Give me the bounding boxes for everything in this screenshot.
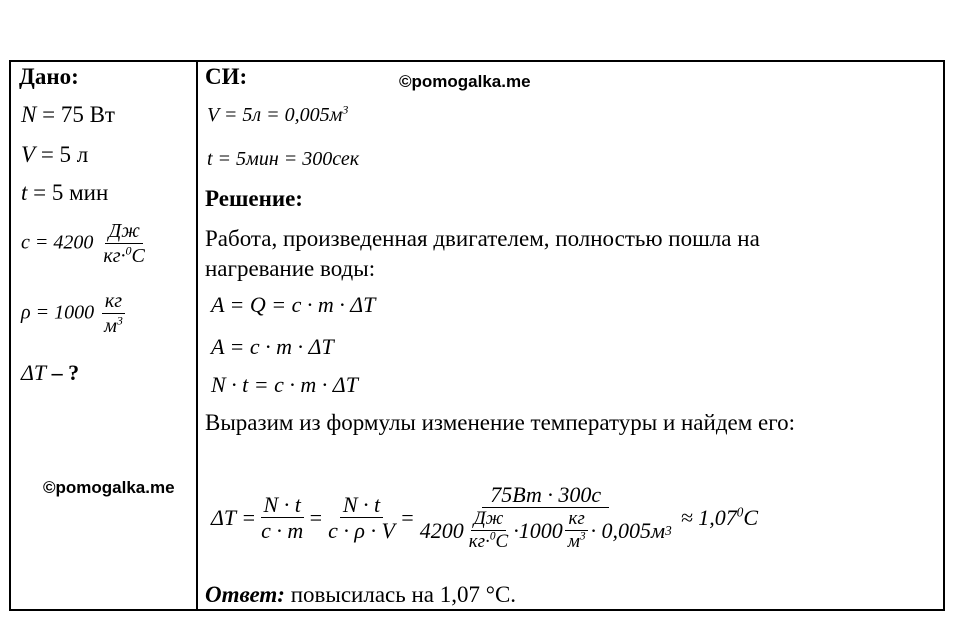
final-fraction-2 xyxy=(325,492,398,545)
fraction-3-den: 4200 $\frac{Дж}{кг\cdot^0C}$ ·1000 $\frac{кг}{м^3}$ · 0,005м 3 xyxy=(419,508,672,553)
equals-1: = xyxy=(308,504,324,530)
given-volume-value: = 5 л xyxy=(40,142,89,167)
den-fraction-b xyxy=(565,508,589,554)
den-sup: 3 xyxy=(579,530,586,543)
given-density xyxy=(21,290,128,338)
final-formula xyxy=(211,482,758,554)
den-part: кг· xyxy=(103,245,126,267)
final-result xyxy=(681,505,758,531)
solution-text-2: Выразим из формулы изменение температуры и найдем его: xyxy=(205,410,796,435)
answer-text: повысилась на 1,07 °С. xyxy=(284,582,517,607)
given-power xyxy=(21,102,115,128)
result-value: ≈ 1,07 xyxy=(680,504,737,530)
den-part: C xyxy=(131,245,145,267)
den-sup: 3 xyxy=(116,313,123,328)
solution-header: Решение: xyxy=(205,186,303,211)
given-volume-symbol: V xyxy=(21,142,36,167)
equation-2: A = c · m · ΔT xyxy=(211,334,334,359)
heat-capacity-lhs: c = 4200 xyxy=(21,231,94,254)
given-time-symbol: t xyxy=(21,180,28,205)
given-power-symbol: N xyxy=(21,102,37,127)
den-fraction-a xyxy=(466,508,511,554)
unknown-symbol: ΔT xyxy=(21,360,47,385)
given-header: Дано: xyxy=(19,64,79,89)
result-sup: 0 xyxy=(736,504,744,520)
result-unit: C xyxy=(743,504,759,530)
answer-line xyxy=(205,582,516,608)
solution-text-line2: нагревание воды: xyxy=(205,256,376,281)
den-sup: 0 xyxy=(125,243,132,258)
den-part: · 0,005м xyxy=(590,517,666,543)
fraction-1-num: N · t xyxy=(261,492,304,518)
answer-label: Ответ: xyxy=(205,582,285,607)
watermark-left: ©pomogalka.me xyxy=(43,478,175,497)
unknown-question: – ? xyxy=(51,360,80,385)
si-volume xyxy=(207,104,348,127)
solution-table xyxy=(9,60,945,611)
den-part: м xyxy=(104,315,117,337)
si-volume-sup: 3 xyxy=(342,102,349,117)
fraction-1-den: c · m xyxy=(261,517,304,543)
den-fraction-a-den xyxy=(466,531,511,554)
den-sup: 0 xyxy=(489,530,496,543)
den-part: C xyxy=(495,531,509,553)
den-fraction-b-num: кг xyxy=(565,508,587,531)
given-unknown xyxy=(21,360,79,386)
density-lhs: ρ = 1000 xyxy=(21,301,95,324)
density-unit xyxy=(101,290,126,338)
den-part: кг· xyxy=(468,531,490,553)
given-volume xyxy=(21,142,88,168)
fraction-3-num: 75Вт · 300с xyxy=(482,482,609,508)
equals-2: = xyxy=(399,504,415,530)
si-header: СИ: xyxy=(205,64,248,89)
given-power-value: = 75 Вт xyxy=(42,102,115,127)
si-volume-text: V = 5л = 0,005м xyxy=(207,104,343,126)
fraction-2-den: c · ρ · V xyxy=(328,517,395,543)
equation-3: N · t = c · m · ΔT xyxy=(211,372,358,397)
den-fraction-a-num: Дж xyxy=(471,508,507,531)
final-fraction-1 xyxy=(258,492,306,545)
given-heat-capacity xyxy=(21,220,150,268)
heat-capacity-unit-den xyxy=(100,244,148,268)
final-lhs: ΔT = xyxy=(211,504,257,530)
given-time xyxy=(21,180,108,206)
given-time-value: = 5 мин xyxy=(33,180,109,205)
density-unit-den xyxy=(101,314,126,338)
solution-text-line1: Работа, произведенная двигателем, полностью пошла на xyxy=(205,226,760,251)
density-unit-num: кг xyxy=(102,290,125,314)
column-divider xyxy=(196,62,198,609)
heat-capacity-unit xyxy=(100,220,148,268)
fraction-2-num: N · t xyxy=(340,492,383,518)
watermark-top: ©pomogalka.me xyxy=(399,72,531,91)
den-part: м xyxy=(567,531,580,553)
den-part: ·1000 xyxy=(513,517,563,543)
final-fraction-3 xyxy=(417,482,675,554)
heat-capacity-unit-num: Дж xyxy=(105,220,142,244)
equation-1: A = Q = c · m · ΔT xyxy=(211,292,376,317)
den-fraction-b-den xyxy=(565,531,589,554)
si-time: t = 5мин = 300сек xyxy=(207,148,360,170)
den-part: 4200 xyxy=(419,517,464,543)
